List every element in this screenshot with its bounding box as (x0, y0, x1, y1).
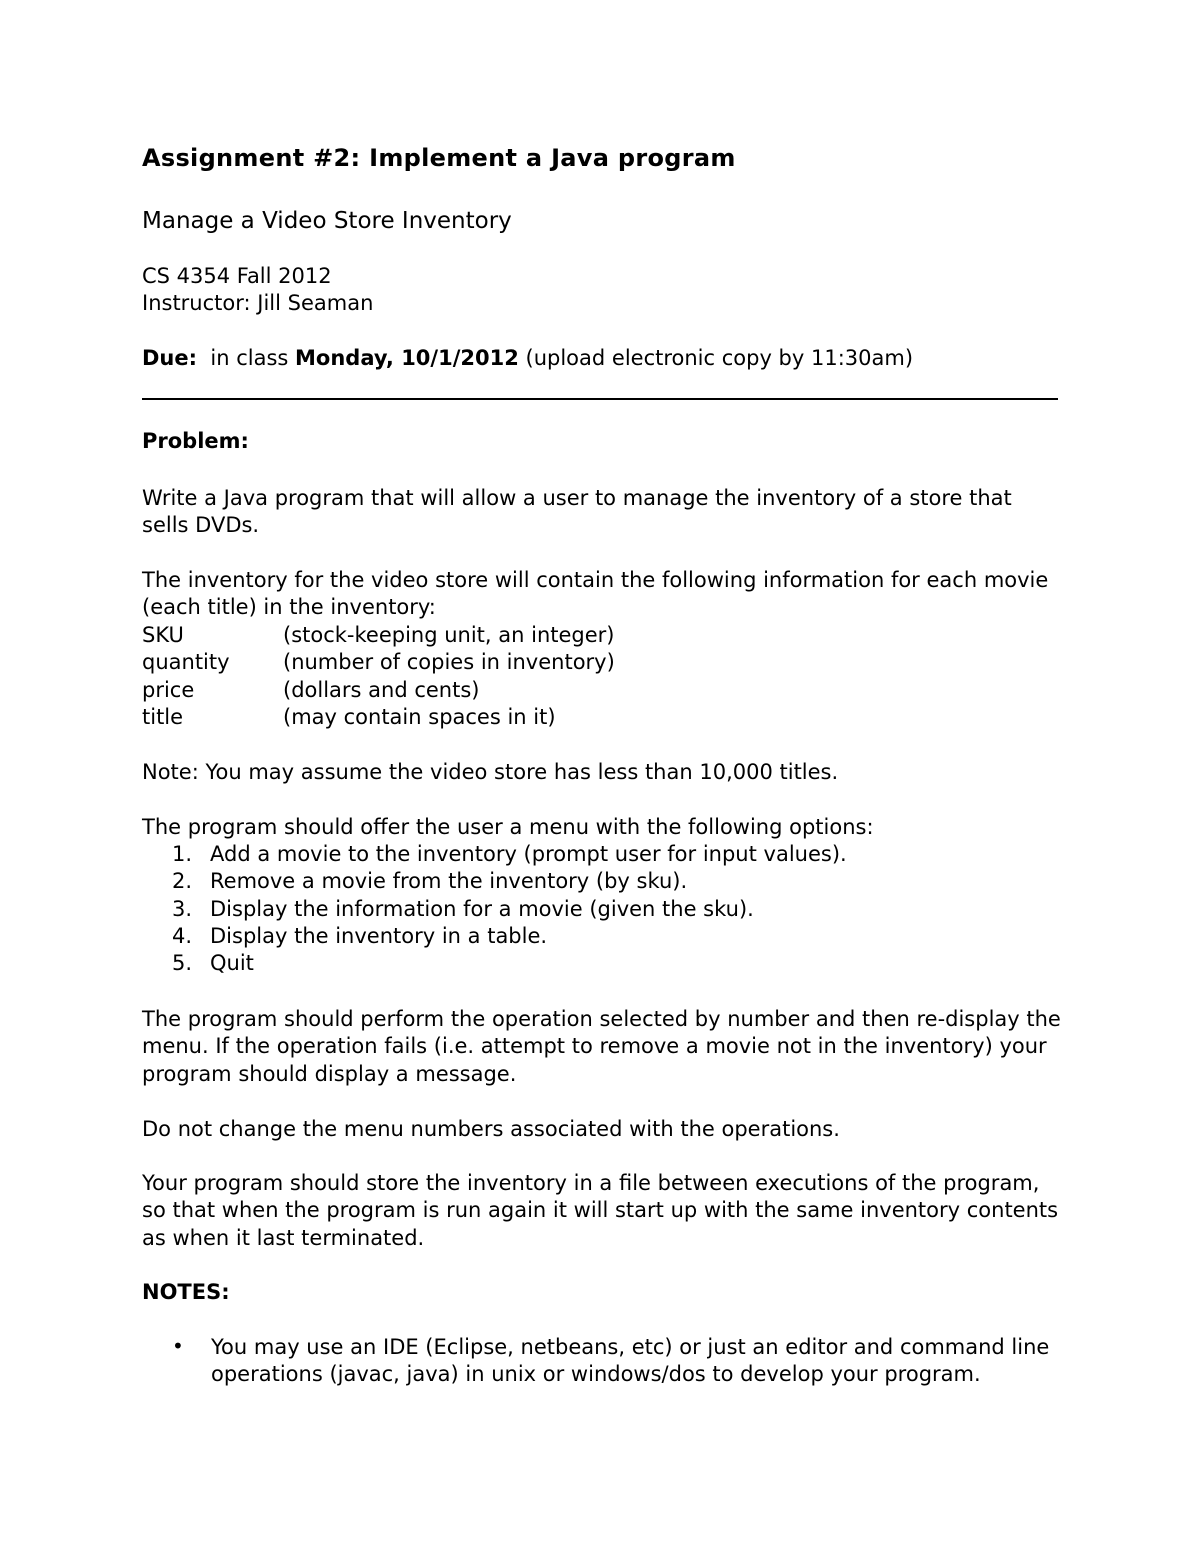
inventory-field-list (142, 622, 615, 731)
field-name: quantity (142, 650, 230, 675)
menu-option (172, 896, 847, 923)
problem-paragraph-1: Write a Java program that will allow a user to manage the inventory of a store that sells DVDs. (142, 486, 1012, 538)
assignment-title: Assignment #2: Implement a Java program (142, 144, 736, 172)
due-text-2: (upload electronic copy by 11:30am) (518, 346, 914, 370)
field-name: price (142, 677, 195, 702)
notes-item: You may use an IDE (Eclipse, netbeans, etc) or just an editor and command line operations (javac, java) in unix or windows/dos to develop your program. (211, 1335, 1050, 1387)
due-line (142, 345, 913, 372)
notes-heading: NOTES: (142, 1280, 230, 1304)
field-name: title (142, 704, 184, 729)
instructor-line: Instructor: Jill Seaman (142, 291, 374, 315)
bullet-icon: • (172, 1334, 184, 1358)
menu-option-text: Remove a movie from the inventory (by sku). (210, 869, 688, 894)
assignment-subtitle: Manage a Video Store Inventory (142, 208, 512, 234)
problem-paragraph-5: Your program should store the inventory in a file between executions of the program, so that when the program is run again it will start up with the same inventory contents as when it last terminated. (142, 1171, 1059, 1250)
field-row-price (142, 677, 615, 704)
course-line: CS 4354 Fall 2012 (142, 264, 332, 288)
menu-options-list (172, 841, 847, 977)
menu-option-number: 3. (172, 896, 193, 921)
field-desc: (stock-keeping unit, an integer) (283, 623, 615, 647)
field-desc: (dollars and cents) (283, 677, 480, 702)
note-line: Note: You may assume the video store has less than 10,000 titles. (142, 760, 839, 784)
menu-option (172, 923, 847, 950)
problem-paragraph-2: The inventory for the video store will contain the following information for each movie (each title) in the inventory: (142, 568, 1049, 620)
menu-option (172, 868, 847, 895)
menu-option-text: Display the inventory in a table. (210, 923, 548, 948)
menu-option-text: Add a movie to the inventory (prompt user for input values). (210, 842, 847, 866)
field-name: SKU (142, 623, 184, 647)
menu-option (172, 841, 847, 868)
field-desc: (number of copies in inventory) (283, 650, 615, 675)
field-row-title (142, 704, 615, 731)
menu-option-number: 5. (172, 951, 193, 976)
menu-option-number: 4. (172, 923, 193, 948)
horizontal-divider (142, 398, 1058, 400)
problem-paragraph-4: Do not change the menu numbers associated with the operations. (142, 1117, 840, 1141)
menu-option-text: Display the information for a movie (given the sku). (210, 896, 754, 921)
menu-option (172, 950, 847, 977)
problem-heading: Problem: (142, 429, 249, 453)
menu-option-number: 2. (172, 869, 193, 894)
field-row-quantity (142, 649, 615, 676)
problem-paragraph-3: The program should perform the operation selected by number and then re-display the menu. If the operation fails (i.e. attempt to remove a movie not in the inventory) your program should display a message. (142, 1007, 1061, 1086)
field-desc: (may contain spaces in it) (283, 704, 556, 729)
field-row-sku (142, 622, 615, 649)
menu-intro: The program should offer the user a menu with the following options: (142, 815, 874, 839)
menu-option-text: Quit (210, 951, 254, 976)
due-date: Monday, 10/1/2012 (295, 346, 519, 370)
due-text-1: in class (197, 346, 296, 370)
menu-option-number: 1. (172, 842, 193, 866)
due-label: Due: (142, 346, 198, 370)
